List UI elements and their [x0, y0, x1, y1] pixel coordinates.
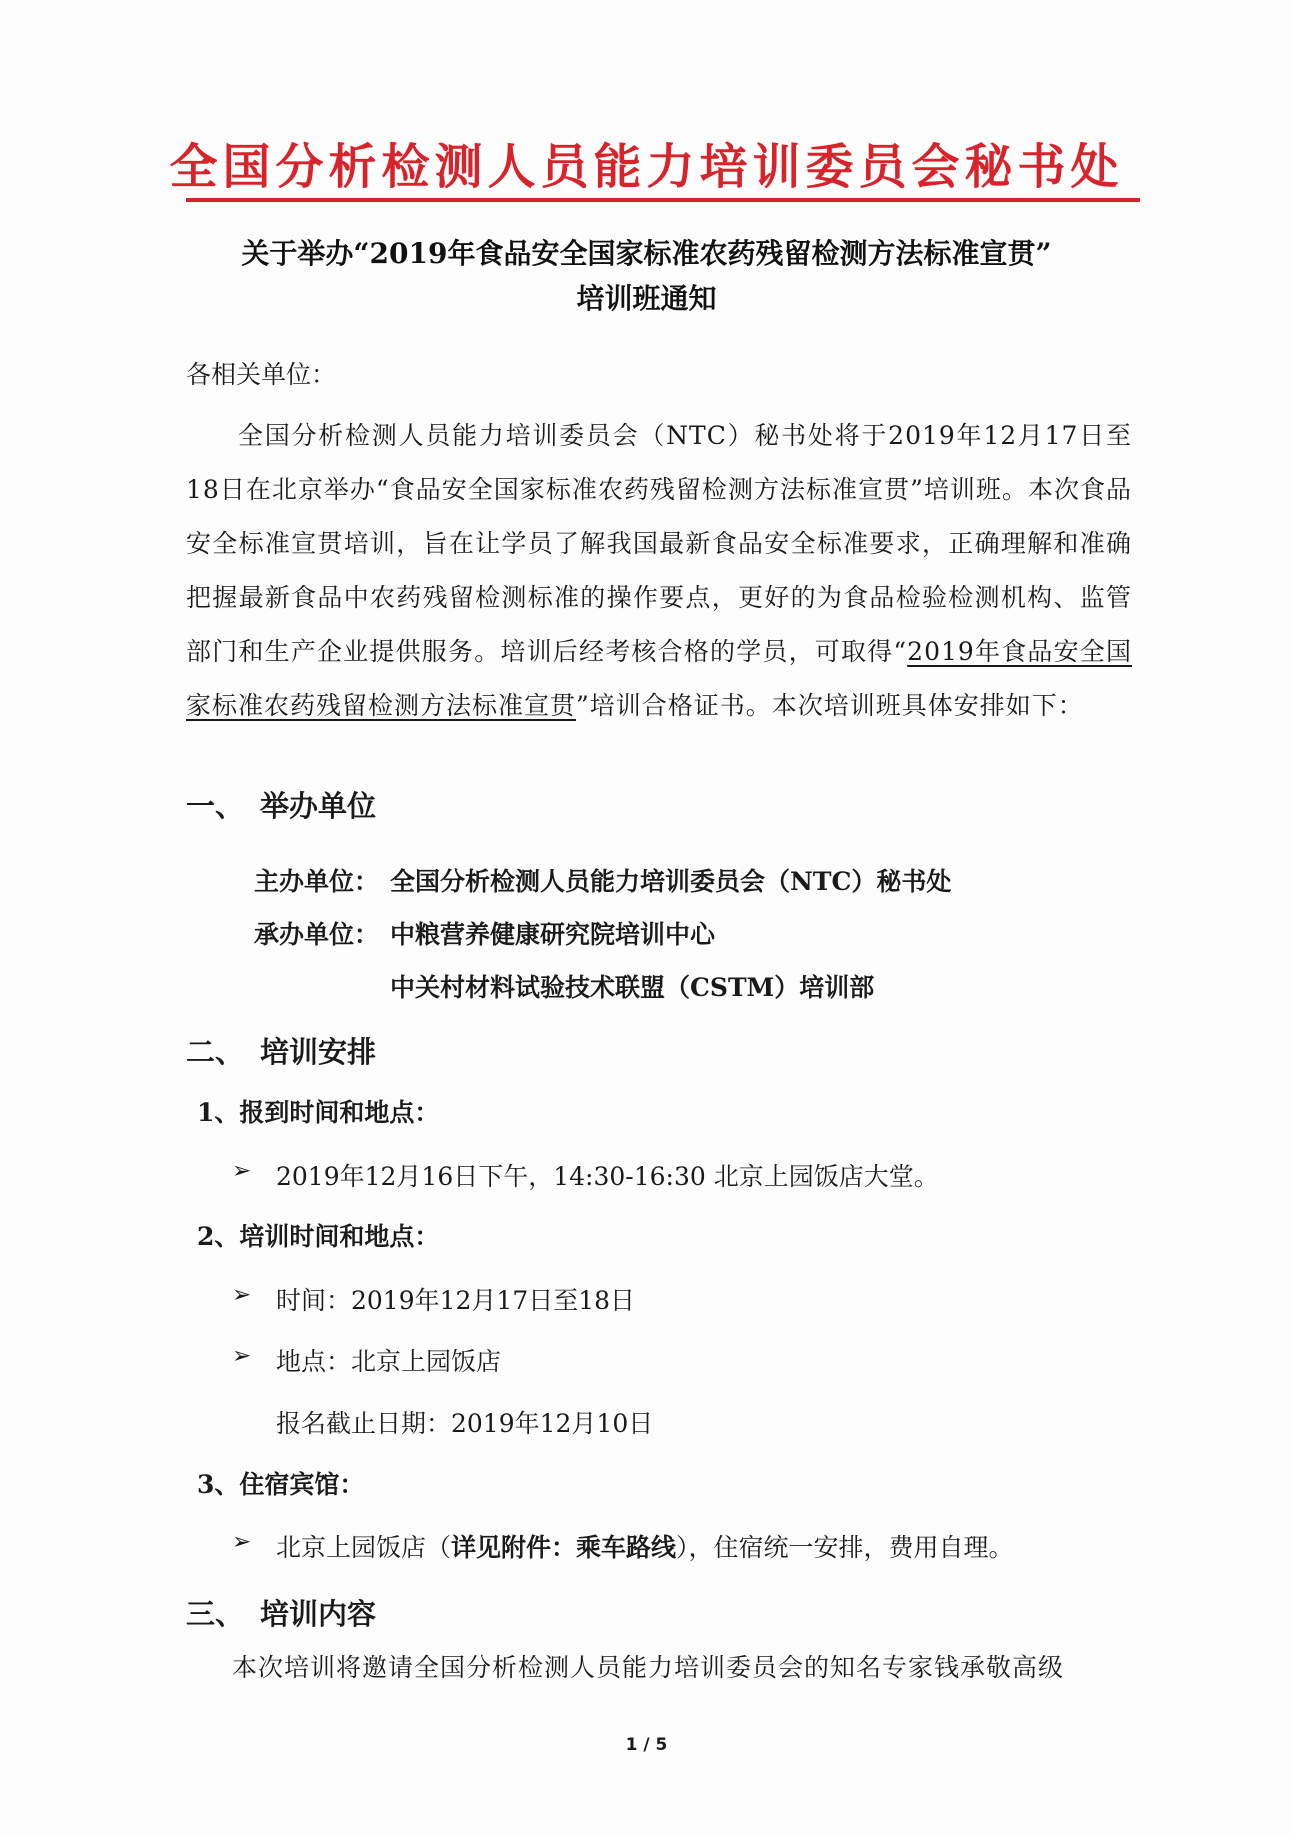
- page-number: 1 / 5: [625, 1735, 668, 1755]
- section-title: 举办单位: [260, 789, 377, 823]
- intro-text: 全国分析检测人员能力培训委员会（NTC）秘书处将于2019年12月17日至18日在北京举办“食品安全国家标准农药残留检测方法标准宣贯”培训班。本次食品安全标准宣贯培训，旨在让学员了解我国最新食品安全标准要求，正确理解和准确把握最新食品中农药残留检测标准的操作要点，更好的为食品检验检测机构、监管部门和生产企业提供服务。培训后经考核合格的学员，可取得“: [186, 421, 1132, 666]
- letterhead-divider: [186, 198, 1140, 202]
- hotel-detail: [276, 1528, 1014, 1564]
- section-title: 培训内容: [260, 1597, 377, 1631]
- section-number: 二、: [186, 1035, 245, 1069]
- bullet-arrow-icon: ➢: [232, 1158, 252, 1184]
- section-number: 三、: [186, 1597, 245, 1631]
- subheading-training-time-place: 2、培训时间和地点：: [197, 1222, 440, 1251]
- section-title: 培训安排: [260, 1035, 377, 1069]
- intro-underlined-course-name: 2019年食品安全国家标准农药残留检测方法标准宣贯: [186, 637, 1132, 720]
- section-heading-arrangement: [186, 1030, 376, 1071]
- section-number: 一、: [186, 789, 245, 823]
- notice-title-line2: 培训班通知: [576, 282, 717, 315]
- bullet-arrow-icon: ➢: [232, 1529, 252, 1555]
- bullet-arrow-icon: ➢: [232, 1282, 252, 1308]
- attachment-reference: 详见附件：乘车路线: [451, 1533, 677, 1562]
- training-time: 时间：2019年12月17日至18日: [276, 1286, 636, 1315]
- section-heading-organizers: [186, 784, 376, 825]
- intro-text-end: ”培训合格证书。本次培训班具体安排如下：: [576, 691, 1084, 720]
- letterhead-title: 全国分析检测人员能力培训委员会秘书处: [169, 139, 1124, 195]
- co-organizer-label: 承办单位：: [254, 920, 380, 949]
- hotel-name: 北京上园饭店（: [276, 1533, 452, 1562]
- salutation: 各相关单位：: [186, 360, 337, 389]
- section-heading-content: [186, 1592, 376, 1633]
- host-value: 全国分析检测人员能力培训委员会（NTC）秘书处: [390, 867, 952, 896]
- registration-deadline: 报名截止日期：2019年12月10日: [276, 1409, 654, 1438]
- bullet-arrow-icon: ➢: [232, 1343, 252, 1369]
- subheading-checkin: 1、报到时间和地点：: [197, 1098, 440, 1127]
- training-place: 地点：北京上园饭店: [276, 1347, 502, 1376]
- hotel-note: ），住宿统一安排，费用自理。: [676, 1533, 1014, 1562]
- co-organizer-value-1: 中粮营养健康研究院培训中心: [390, 920, 716, 949]
- subheading-hotel: 3、住宿宾馆：: [197, 1470, 365, 1499]
- host-label: 主办单位：: [254, 867, 380, 896]
- content-paragraph: 本次培训将邀请全国分析检测人员能力培训委员会的知名专家钱承敬高级: [232, 1653, 1065, 1682]
- co-organizer-value-2: 中关村材料试验技术联盟（CSTM）培训部: [390, 973, 875, 1002]
- checkin-detail: 2019年12月16日下午，14:30-16:30 北京上园饭店大堂。: [276, 1162, 939, 1191]
- notice-title-line1: 关于举办“2019年食品安全国家标准农药残留检测方法标准宣贯”: [241, 237, 1052, 270]
- intro-paragraph: [186, 409, 1132, 733]
